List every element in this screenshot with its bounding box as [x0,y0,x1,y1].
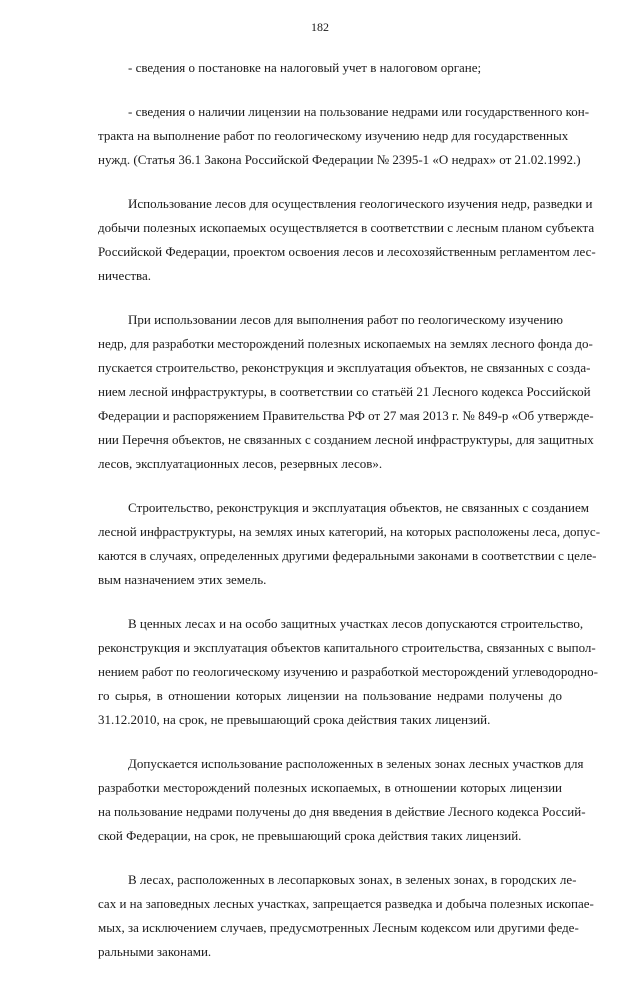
text-line: нужд. (Статья 36.1 Закона Российской Федерации № 2395-1 «О недрах» от 21.02.1992.) [98,152,581,167]
text-line: ральными законами. [98,944,212,959]
text-line: В лесах, расположенных в лесопарковых зонах, в зеленых зонах, в городских ле- [128,872,577,887]
text-line: лесов, эксплуатационных лесов, резервных лесов». [98,456,383,471]
text-line: Использование лесов для осуществления геологического изучения недр, разведки и [128,196,593,211]
text-line: Строительство, реконструкция и эксплуатация объектов, не связанных с созданием [128,500,590,515]
text-line: - сведения о наличии лицензии на пользование недрами или государственного кон- [128,104,590,119]
paragraph [98,612,598,732]
text-line: Российской Федерации, проектом освоения лесов и лесохозяйственным регламентом лес- [98,244,596,259]
text-line: При использовании лесов для выполнения работ по геологическому изучению [128,312,563,327]
paragraph [98,308,594,476]
text-line: Федерации и распоряжением Правительства РФ от 27 мая 2013 г. № 849-р «Об утвержде- [98,408,594,423]
text-line: нением работ по геологическому изучению и разработкой месторождений углеводородно- [98,664,598,679]
text-line: сах и на заповедных лесных участках, запрещается разведка и добыча полезных ископае- [98,896,594,911]
text-line: - сведения о постановке на налоговый учет в налоговом органе; [128,60,482,75]
paragraph [98,192,596,288]
paragraph [98,100,590,172]
text-line: каются в случаях, определенных другими федеральными законами в соответствии с целе- [98,548,597,563]
text-line: разработки месторождений полезных ископаемых, в отношении которых лицензии [98,780,562,795]
text-line: лесной инфраструктуры, на землях иных категорий, на которых расположены леса, допус- [98,524,601,539]
text-line: мых, за исключением случаев, предусмотренных Лесным кодексом или другими феде- [98,920,579,935]
text-line: ской Федерации, на срок, не превышающий срока действия таких лицензий. [98,828,522,843]
text-line: ничества. [98,268,151,283]
text-line: нием лесной инфраструктуры, в соответствии со статьёй 21 Лесного кодекса Российской [98,384,591,399]
paragraph [98,496,601,592]
text-line: недр, для разработки месторождений полезных ископаемых на землях лесного фонда до- [98,336,593,351]
paragraph [98,868,594,964]
text-line: го сырья, в отношении которых лицензии на пользование недрами получены до [98,688,562,703]
text-line: Допускается использование расположенных в зеленых зонах лесных участков для [128,756,584,771]
text-line: вым назначением этих земель. [98,572,267,587]
text-line: реконструкция и эксплуатация объектов капитального строительства, связанных с выпол- [98,640,596,655]
text-line: на пользование недрами получены до дня введения в действие Лесного кодекса Россий- [98,804,586,819]
text-line: В ценных лесах и на особо защитных участках лесов допускаются строительство, [128,616,584,631]
text-line: добычи полезных ископаемых осуществляется в соответствии с лесным планом субъекта [98,220,595,235]
text-line: 31.12.2010, на срок, не превышающий срока действия таких лицензий. [98,712,491,727]
paragraph [98,752,586,848]
text-line: пускается строительство, реконструкция и эксплуатация объектов, не связанных с созда- [98,360,591,375]
page-number: 182 [311,20,329,34]
document-body [98,56,601,984]
text-line: нии Перечня объектов, не связанных с созданием лесной инфраструктуры, для защитных [98,432,594,447]
paragraph [98,56,562,80]
text-line: тракта на выполнение работ по геологическому изучению недр для государственных [98,128,569,143]
